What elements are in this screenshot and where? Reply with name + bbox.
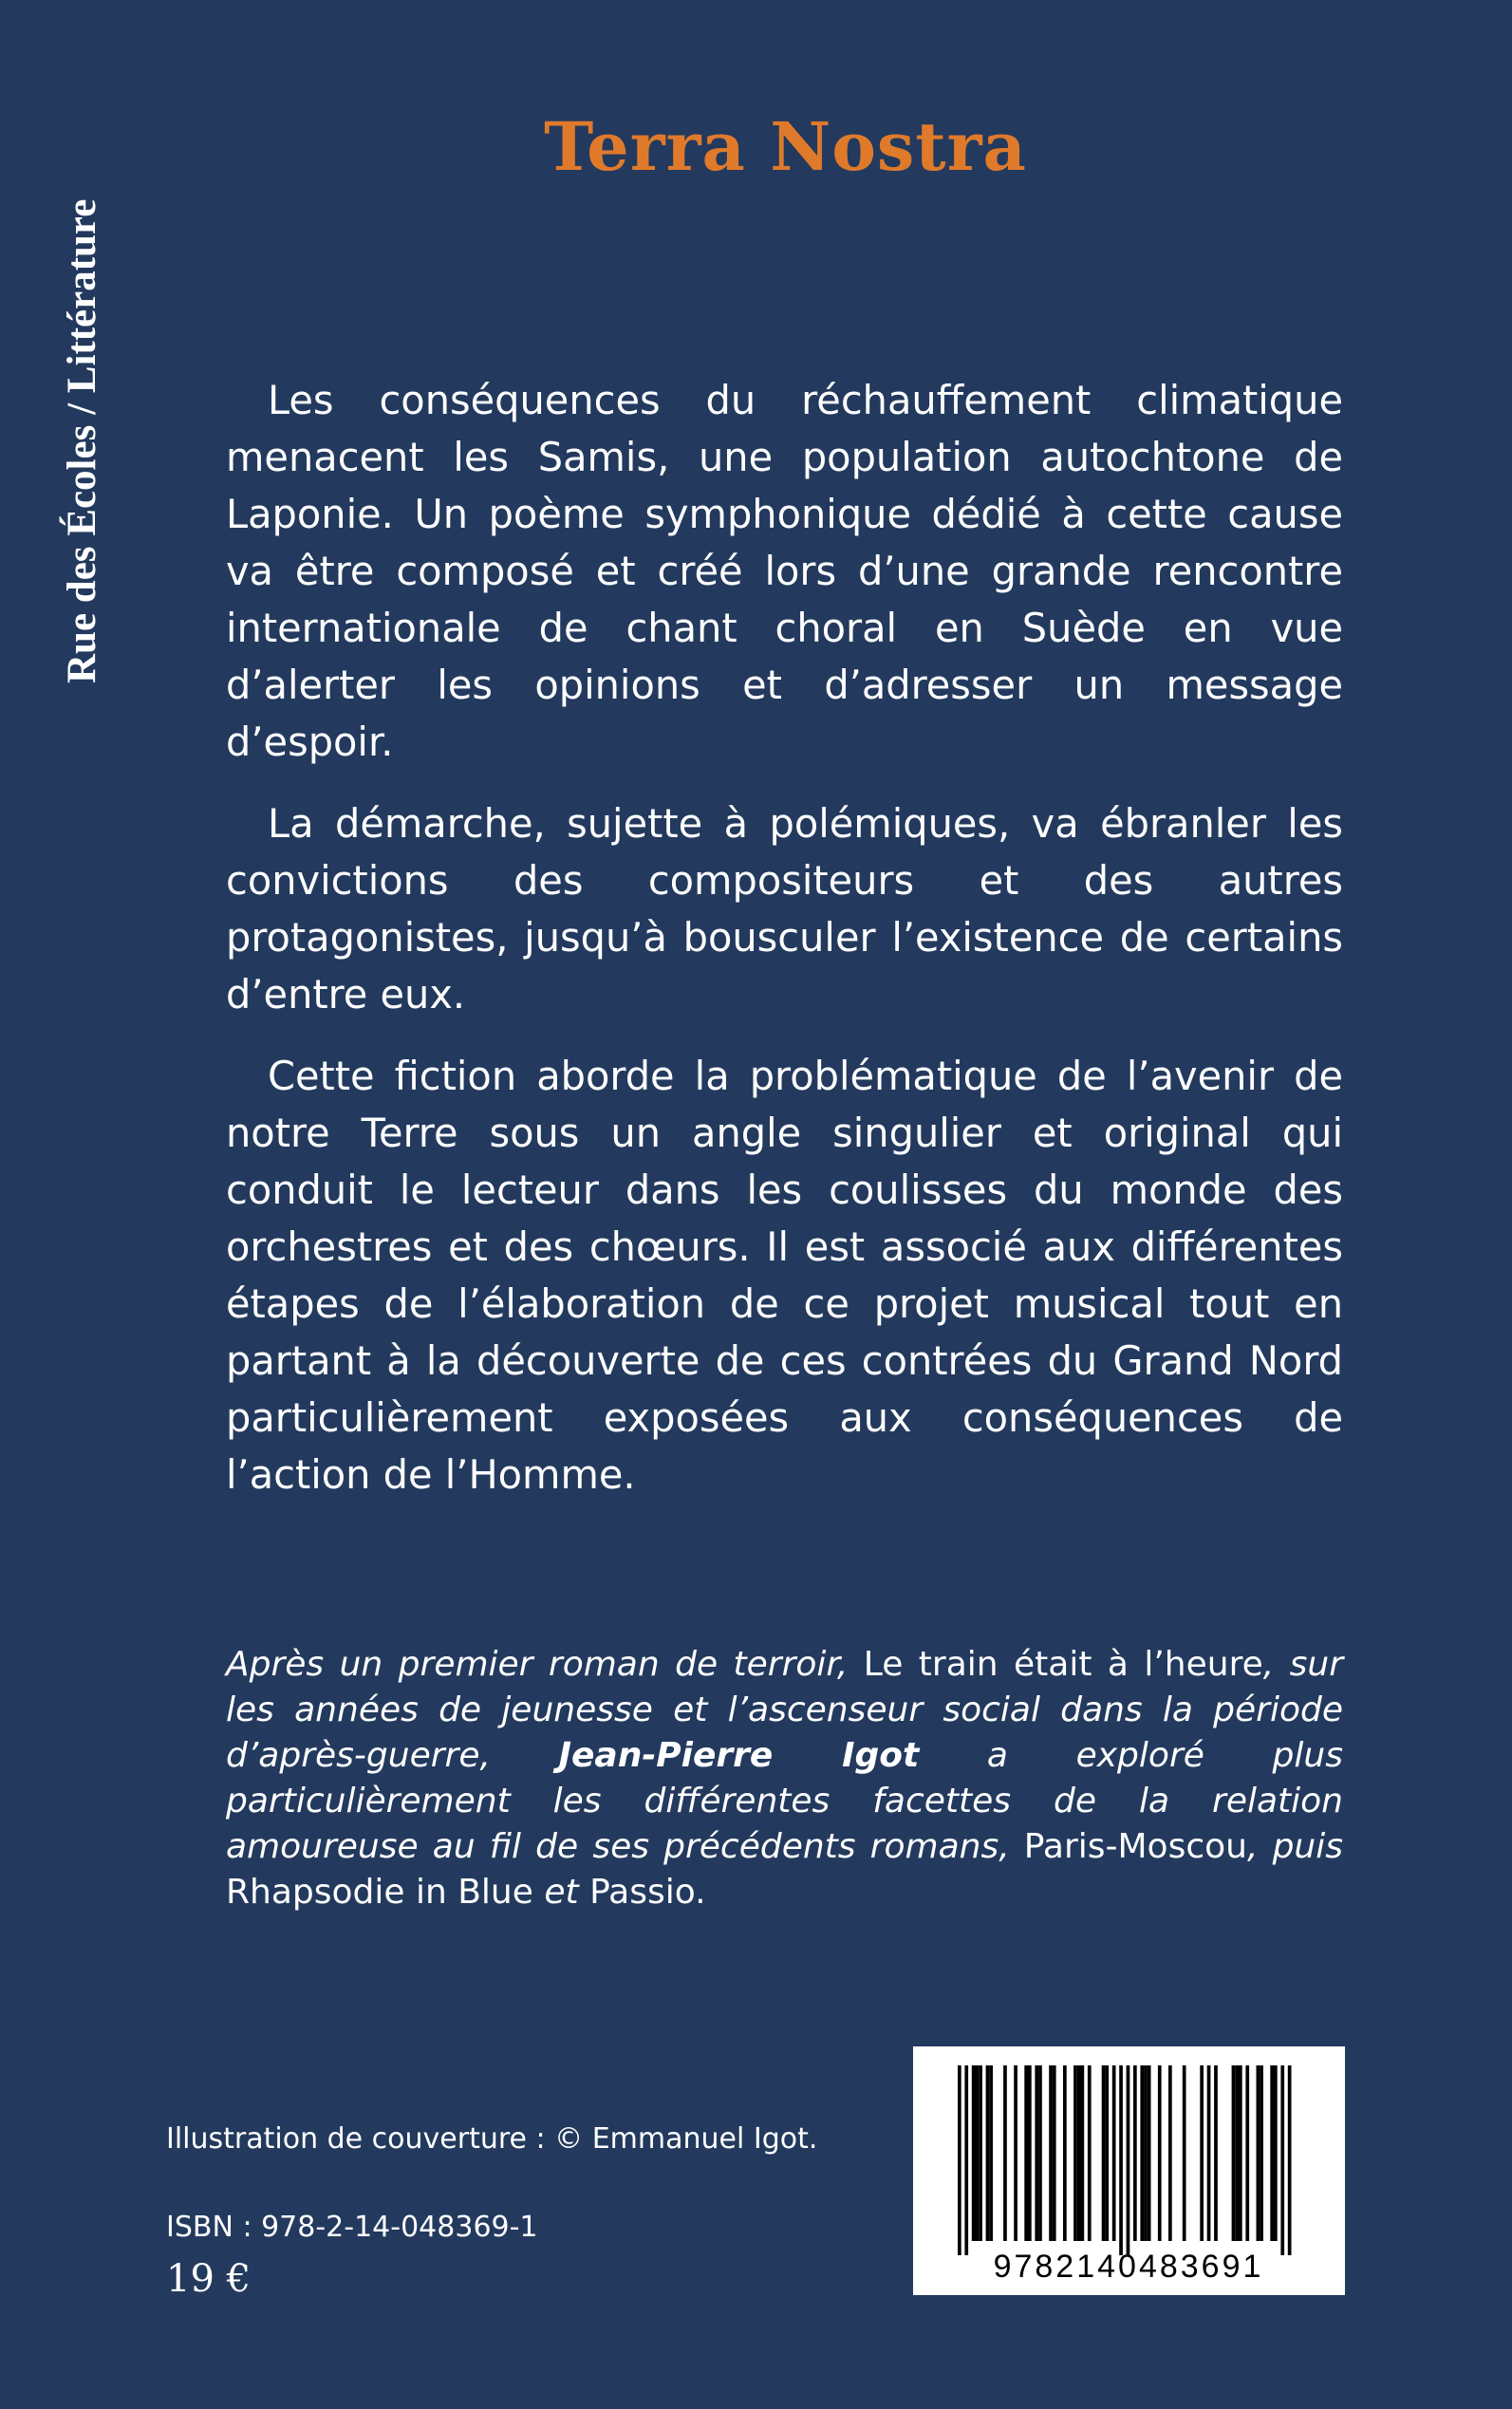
barcode-bar xyxy=(1239,2065,1242,2241)
author-bio xyxy=(226,1642,1343,1915)
barcode-bar xyxy=(1112,2065,1116,2241)
summary xyxy=(226,372,1343,1528)
summary-paragraph: Cette fiction aborde la problématique de l’avenir de notre Terre sous un angle singulier et original qui conduit le lecteur dans les coulisses du monde des orchestres et des chœurs. Il est associé aux différentes étapes de l’élaboration de ce projet musical tout en partant à la découverte de ces contrées du Grand Nord particulièrement exposées aux conséquences de l’action de l’Homme. xyxy=(226,1053,1343,1498)
summary-paragraph: La démarche, sujette à polémiques, va ébranler les convictions des compositeurs et des autres protagonistes, jusqu’à bousculer l’existence de certains d’entre eux. xyxy=(226,800,1343,1018)
barcode-bar xyxy=(986,2065,990,2241)
price: 19 € xyxy=(166,2257,252,2301)
book-title-reference: Rhapsodie in Blue xyxy=(226,1873,533,1912)
barcode-bar xyxy=(1024,2065,1028,2241)
barcode xyxy=(913,2046,1345,2295)
barcode-bar xyxy=(1214,2065,1218,2241)
barcode-bar xyxy=(1232,2065,1236,2241)
barcode-bar xyxy=(1014,2065,1017,2241)
barcode-bar xyxy=(1049,2065,1053,2241)
barcode-bar xyxy=(1260,2065,1263,2241)
barcode-bar xyxy=(1088,2065,1092,2241)
barcode-bar xyxy=(1200,2065,1204,2241)
illustration-credit: Illustration de couverture : © Emmanuel Igot. xyxy=(166,2122,818,2156)
book-title-reference: Paris-Moscou xyxy=(1023,1827,1247,1866)
barcode-bar xyxy=(1102,2065,1106,2241)
barcode-bar xyxy=(976,2065,980,2241)
barcode-bar xyxy=(1053,2065,1056,2241)
barcode-graphic xyxy=(913,2046,1345,2295)
barcode-bar xyxy=(1168,2065,1172,2241)
barcode-bar xyxy=(958,2065,961,2255)
bio-text: , puis xyxy=(1246,1827,1343,1866)
bio-text: , sur les années de jeunesse et l’ascenseur social dans la période d’après-guerre, xyxy=(226,1645,1344,1775)
barcode-bar xyxy=(972,2065,976,2241)
barcode-bar xyxy=(1133,2065,1137,2241)
bio-text: Après un premier roman de terroir, xyxy=(226,1645,864,1684)
barcode-bar xyxy=(1183,2065,1186,2241)
barcode-bar xyxy=(1073,2065,1077,2241)
summary-paragraph: Les conséquences du réchauffement climatique menacent les Samis, une population autochtone de Laponie. Un poème symphonique dédié à cette cause va être composé et créé lors d’une grande rencontre internationale de chant choral en Suède en vue d’alerter les opinions et d’adresser un message d’espoir. xyxy=(226,377,1343,765)
barcode-bar xyxy=(1028,2065,1032,2241)
barcode-bars xyxy=(958,2065,1292,2255)
book-title: Terra Nostra xyxy=(544,107,1027,186)
barcode-bar xyxy=(1274,2065,1278,2241)
barcode-bar xyxy=(1035,2065,1038,2241)
barcode-bar xyxy=(964,2065,968,2255)
barcode-bar xyxy=(979,2065,982,2241)
barcode-bar xyxy=(1081,2065,1085,2241)
author-name: Jean-Pierre Igot xyxy=(558,1736,920,1775)
barcode-bar xyxy=(1288,2065,1292,2255)
barcode-bar xyxy=(1140,2065,1144,2241)
barcode-bar xyxy=(1235,2065,1239,2241)
series-name: Rue des Écoles / Littérature xyxy=(60,198,104,683)
barcode-bar xyxy=(1207,2065,1211,2241)
barcode-digits: 9782140483691 xyxy=(993,2249,1264,2285)
barcode-bar xyxy=(989,2065,993,2241)
barcode-bar xyxy=(1270,2065,1274,2241)
book-title-reference: Le train était à l’heure xyxy=(863,1645,1263,1684)
barcode-bar xyxy=(1158,2065,1162,2241)
book-title-reference: Passio xyxy=(589,1873,696,1912)
bio-text: a exploré plus particulièrement les différentes facettes de la relation amoureuse au fil de ses précédents romans, xyxy=(226,1736,1343,1866)
bio-text: . xyxy=(695,1873,706,1912)
barcode-bar xyxy=(1077,2065,1081,2241)
bio-text: et xyxy=(532,1873,590,1912)
barcode-bar xyxy=(1063,2065,1067,2241)
isbn: ISBN : 978-2-14-048369-1 xyxy=(166,2211,538,2244)
barcode-bar xyxy=(1257,2065,1260,2241)
barcode-bar xyxy=(1003,2065,1007,2241)
barcode-bar xyxy=(1119,2065,1123,2255)
barcode-bar xyxy=(1144,2065,1148,2241)
barcode-bar xyxy=(1148,2065,1151,2241)
barcode-bar xyxy=(1127,2065,1130,2255)
barcode-bar xyxy=(1280,2065,1284,2255)
barcode-bar xyxy=(1038,2065,1042,2241)
barcode-bar xyxy=(1105,2065,1109,2241)
barcode-bar xyxy=(1245,2065,1249,2241)
